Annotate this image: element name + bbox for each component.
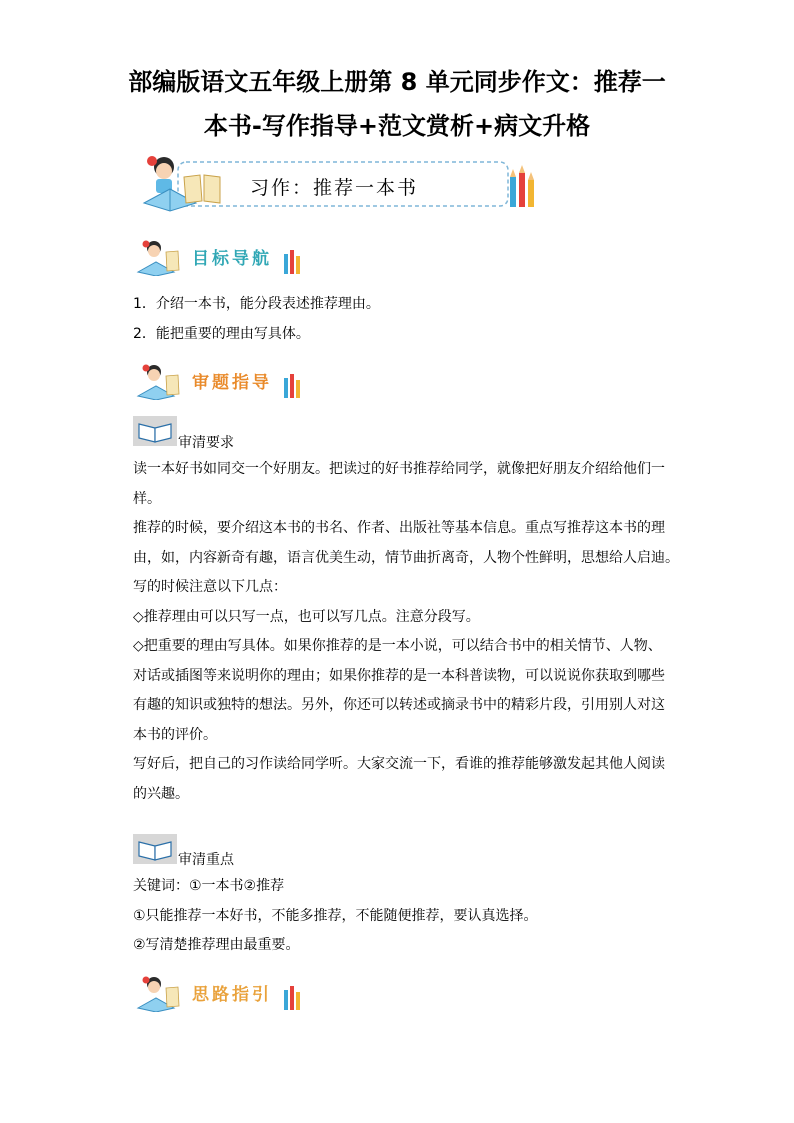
reading-girl-icon <box>138 365 179 401</box>
text-line: 本书的评价。 <box>133 726 217 743</box>
topic-banner <box>140 153 540 215</box>
reading-girl-icon <box>138 241 179 277</box>
open-book-icon <box>133 834 177 864</box>
book-icon <box>133 834 177 864</box>
title-line-1: 部编版语文五年级上册第 8 单元同步作文：推荐一 <box>128 68 666 96</box>
text-line: 对话或插图等来说明你的理由；如果你推荐的是一本科普读物，可以说说你获取到哪些 <box>133 667 665 684</box>
title-line-2: 本书-写作指导+范文赏析+病文升格 <box>203 112 591 140</box>
text-line: ◇推荐理由可以只写一点，也可以写几点。注意分段写。 <box>133 608 480 625</box>
section-review <box>136 362 336 400</box>
section-idea <box>136 974 336 1012</box>
focus-text <box>133 872 673 961</box>
open-book-icon <box>133 416 177 446</box>
pencils-icon <box>284 250 300 274</box>
text-line: 样。 <box>133 490 161 507</box>
text-line: 由，如，内容新奇有趣，语言优美生动，情节曲折离奇，人物个性鲜明，思想给人启迪。 <box>133 549 679 566</box>
requirements-text <box>133 455 679 809</box>
page-title <box>0 60 794 148</box>
text-line: 的兴趣。 <box>133 785 189 802</box>
goal-item: 1．介绍一本书，能分段表述推荐理由。 <box>133 296 380 312</box>
text-line: 写的时候注意以下几点： <box>133 579 287 595</box>
pencils-icon <box>510 165 534 207</box>
section-review-title: 审题指导 <box>192 373 272 393</box>
pencils-icon <box>284 986 300 1010</box>
goal-item: 2．能把重要的理由写具体。 <box>133 325 310 342</box>
goals-list <box>133 290 673 349</box>
book-icon <box>133 416 177 446</box>
sub-title-focus: 审清重点 <box>178 852 234 868</box>
text-line: ②写清楚推荐理由最重要。 <box>133 937 300 953</box>
section-idea-title: 思路指引 <box>192 985 272 1005</box>
text-line: 读一本好书如同交一个好朋友。把读过的好书推荐给同学，就像把好朋友介绍给他们一 <box>133 461 665 477</box>
reading-girl-icon <box>138 977 179 1013</box>
text-line: 关键词：①一本书②推荐 <box>133 878 285 894</box>
text-line: ①只能推荐一本好书，不能多推荐，不能随便推荐，要认真选择。 <box>133 907 538 924</box>
sub-title-requirements: 审清要求 <box>178 435 234 451</box>
text-line: 写好后，把自己的习作读给同学听。大家交流一下，看谁的推荐能够激发起其他人阅读 <box>133 756 665 772</box>
text-line: 推荐的时候，要介绍这本书的书名、作者、出版社等基本信息。重点写推荐这本书的理 <box>133 520 665 536</box>
section-goal-title: 目标导航 <box>192 249 272 269</box>
text-line: 有趣的知识或独特的想法。另外，你还可以转述或摘录书中的精彩片段，引用别人对这 <box>133 697 665 713</box>
section-goal <box>136 238 336 276</box>
banner-title: 习作：推荐一本书 <box>250 177 419 199</box>
text-line: ◇把重要的理由写具体。如果你推荐的是一本小说，可以结合书中的相关情节、人物、 <box>133 638 662 654</box>
pencils-icon <box>284 374 300 398</box>
